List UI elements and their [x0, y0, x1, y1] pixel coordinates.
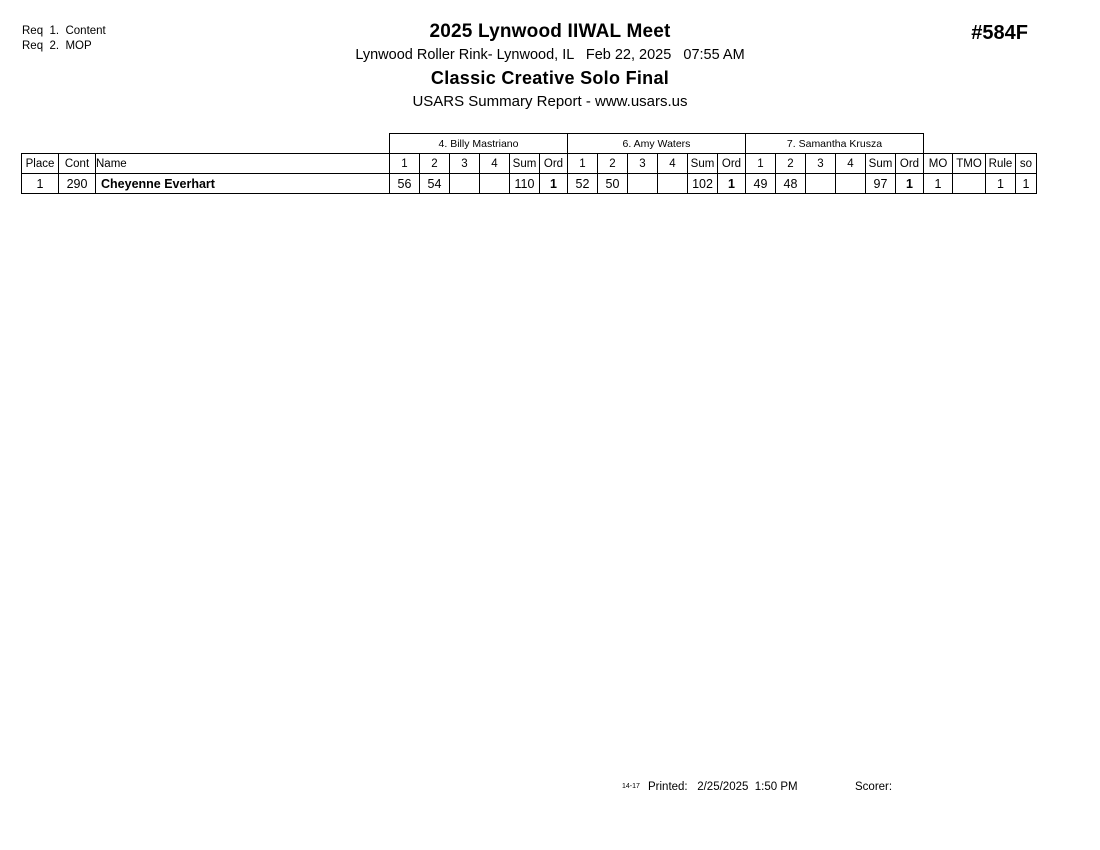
row-cont: 290 — [59, 174, 96, 194]
footer-superscript: 14-17 — [622, 783, 640, 790]
row-rule: 1 — [986, 174, 1016, 194]
report-header — [0, 20, 1100, 113]
header-j2-s4: 4 — [658, 154, 688, 174]
row-j1-s4 — [480, 174, 510, 194]
row-j2-s2: 50 — [598, 174, 628, 194]
header-j2-s1: 1 — [568, 154, 598, 174]
row-j2-sum: 102 — [688, 174, 718, 194]
header-j3-s3: 3 — [806, 154, 836, 174]
header-j2-s3: 3 — [628, 154, 658, 174]
row-place: 1 — [22, 174, 59, 194]
row-so: 1 — [1016, 174, 1037, 194]
judge-header-row — [22, 134, 1037, 154]
header-place: Place — [22, 154, 59, 174]
row-j3-sum: 97 — [866, 174, 896, 194]
row-j1-sum: 110 — [510, 174, 540, 194]
row-j3-s4 — [836, 174, 866, 194]
row-j3-s2: 48 — [776, 174, 806, 194]
event-title: Classic Creative Solo Final — [430, 68, 670, 88]
row-j1-s1: 56 — [390, 174, 420, 194]
row-j1-s2: 54 — [420, 174, 450, 194]
header-j1-sum: Sum — [510, 154, 540, 174]
header-j3-s2: 2 — [776, 154, 806, 174]
results-table — [21, 133, 1037, 194]
row-mo: 1 — [924, 174, 953, 194]
requirement-line-2: Req 2. MOP — [22, 40, 92, 52]
header-rule: Rule — [986, 154, 1016, 174]
footer-scorer: Scorer: — [855, 781, 893, 793]
row-j2-s4 — [658, 174, 688, 194]
requirement-line-1: Req 1. Content — [22, 25, 106, 37]
header-j3-s4: 4 — [836, 154, 866, 174]
row-tmo — [953, 174, 986, 194]
row-j3-ord: 1 — [896, 174, 924, 194]
results-table-container — [21, 133, 1037, 194]
row-j3-s3 — [806, 174, 836, 194]
meet-title: 2025 Lynwood IIWAL Meet — [429, 21, 671, 42]
header-so: so — [1016, 154, 1037, 174]
row-name: Cheyenne Everhart — [96, 174, 390, 194]
judge-header-2: 6. Amy Waters — [568, 134, 746, 154]
header-j1-s1: 1 — [390, 154, 420, 174]
venue-line: Lynwood Roller Rink- Lynwood, IL Feb 22, 2025 07:55 AM — [355, 47, 745, 63]
row-j3-s1: 49 — [746, 174, 776, 194]
header-j2-s2: 2 — [598, 154, 628, 174]
row-j2-ord: 1 — [718, 174, 746, 194]
header-j3-sum: Sum — [866, 154, 896, 174]
judge-header-spacer — [22, 134, 390, 154]
column-header-row — [22, 154, 1037, 174]
header-name: Name — [96, 154, 390, 174]
header-j1-s3: 3 — [450, 154, 480, 174]
header-j3-s1: 1 — [746, 154, 776, 174]
header-j2-sum: Sum — [688, 154, 718, 174]
row-j1-ord: 1 — [540, 174, 568, 194]
header-j3-ord: Ord — [896, 154, 924, 174]
header-j1-s2: 2 — [420, 154, 450, 174]
header-tmo: TMO — [953, 154, 986, 174]
header-j2-ord: Ord — [718, 154, 746, 174]
event-code: #584F — [971, 22, 1028, 44]
footer-printed: Printed: 2/25/2025 1:50 PM — [648, 781, 798, 793]
row-j1-s3 — [450, 174, 480, 194]
header-j1-ord: Ord — [540, 154, 568, 174]
header-cont: Cont — [59, 154, 96, 174]
table-row — [22, 174, 1037, 194]
report-source-line: USARS Summary Report - www.usars.us — [412, 93, 688, 110]
judge-header-3: 7. Samantha Krusza — [746, 134, 924, 154]
header-mo: MO — [924, 154, 953, 174]
row-j2-s1: 52 — [568, 174, 598, 194]
header-j1-s4: 4 — [480, 154, 510, 174]
row-j2-s3 — [628, 174, 658, 194]
judge-header-tail-spacer — [924, 134, 1037, 154]
judge-header-1: 4. Billy Mastriano — [390, 134, 568, 154]
